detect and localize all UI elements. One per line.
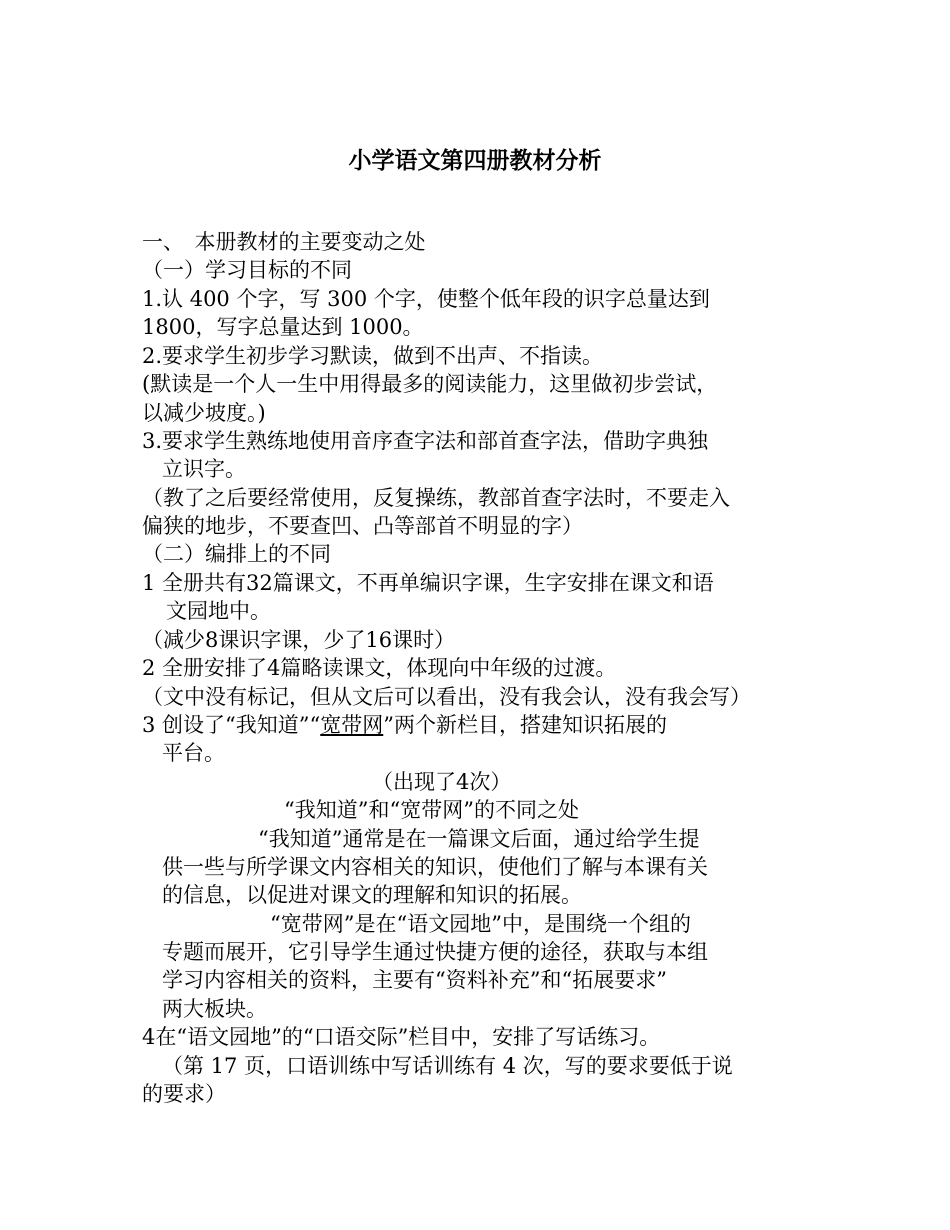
paragraph-line: [142, 711, 667, 739]
note-line: （减少8课识字课，少了16课时）: [142, 628, 456, 652]
paragraph-line: 学习内容相关的资料，主要有“资料补充”和“拓展要求”: [162, 968, 667, 992]
paragraph-line: 供一些与所学课文内容相关的知识，使他们了解与本课有关: [162, 855, 708, 879]
note-line: (默读是一个人一生中用得最多的阅读能力，这里做初步尝试，: [142, 372, 718, 396]
underlined-text: 宽带网: [320, 713, 384, 737]
page-title: 小学语文第四册教材分析: [348, 147, 602, 174]
note-line: 偏狭的地步，不要查凹、凸等部首不明显的字）: [142, 514, 583, 538]
paragraph-line: “我知道”通常是在一篇课文后面，通过给学生提: [258, 827, 700, 851]
paragraph-line: “宽带网”是在“语文园地”中，是围绕一个组的: [270, 912, 691, 936]
section-heading: 一、 本册教材的主要变动之处: [142, 230, 426, 254]
paragraph-line: 1 全册共有32篇课文，不再单编识字课，生字安排在课文和语: [142, 571, 714, 595]
paragraph-line: 1800，写字总量达到 1000。: [142, 315, 424, 339]
note-line: 的要求）: [142, 1082, 226, 1106]
paragraph-line: 的信息，以促进对课文的理解和知识的拓展。: [162, 883, 582, 907]
paragraph-line: 平台。: [162, 741, 225, 765]
paragraph-line: 2 全册安排了4篇略读课文，体现向中年级的过渡。: [142, 656, 617, 680]
text-run: ”两个新栏目，搭建知识拓展的: [383, 713, 667, 737]
text-run: 3 创设了“我知道”“: [142, 713, 321, 737]
paragraph-line: 1.认 400 个字，写 300 个字，使整个低年段的识字总量达到: [142, 287, 710, 311]
paragraph-line: 3.要求学生熟练地使用音序查字法和部首查字法，借助字典独: [142, 429, 709, 453]
paragraph-line: 两大板块。: [162, 997, 267, 1021]
centered-note: （出现了4次）: [372, 770, 512, 794]
note-line: （教了之后要经常使用，反复操练，教部首查字法时，不要走入: [142, 486, 730, 510]
note-line: 以减少坡度。): [142, 401, 266, 425]
subsection-heading: （二）编排上的不同: [142, 542, 331, 566]
paragraph-line: 4在“语文园地”的“口语交际”栏目中，安排了写话练习。: [142, 1025, 661, 1049]
note-line: （文中没有标记，但从文后可以看出，没有我会认，没有我会写）: [142, 685, 751, 709]
paragraph-line: 文园地中。: [166, 599, 271, 623]
note-line: （第 17 页，口语训练中写话训练有 4 次，写的要求要低于说: [162, 1054, 733, 1078]
comparison-title: “我知道”和“宽带网”的不同之处: [284, 798, 579, 822]
subsection-heading: （一）学习目标的不同: [142, 258, 352, 282]
paragraph-line: 2.要求学生初步学习默读，做到不出声、不指读。: [142, 344, 604, 368]
paragraph-line: 专题而展开，它引导学生通过快捷方便的途径，获取与本组: [162, 940, 708, 964]
paragraph-line: 立识字。: [162, 457, 246, 481]
